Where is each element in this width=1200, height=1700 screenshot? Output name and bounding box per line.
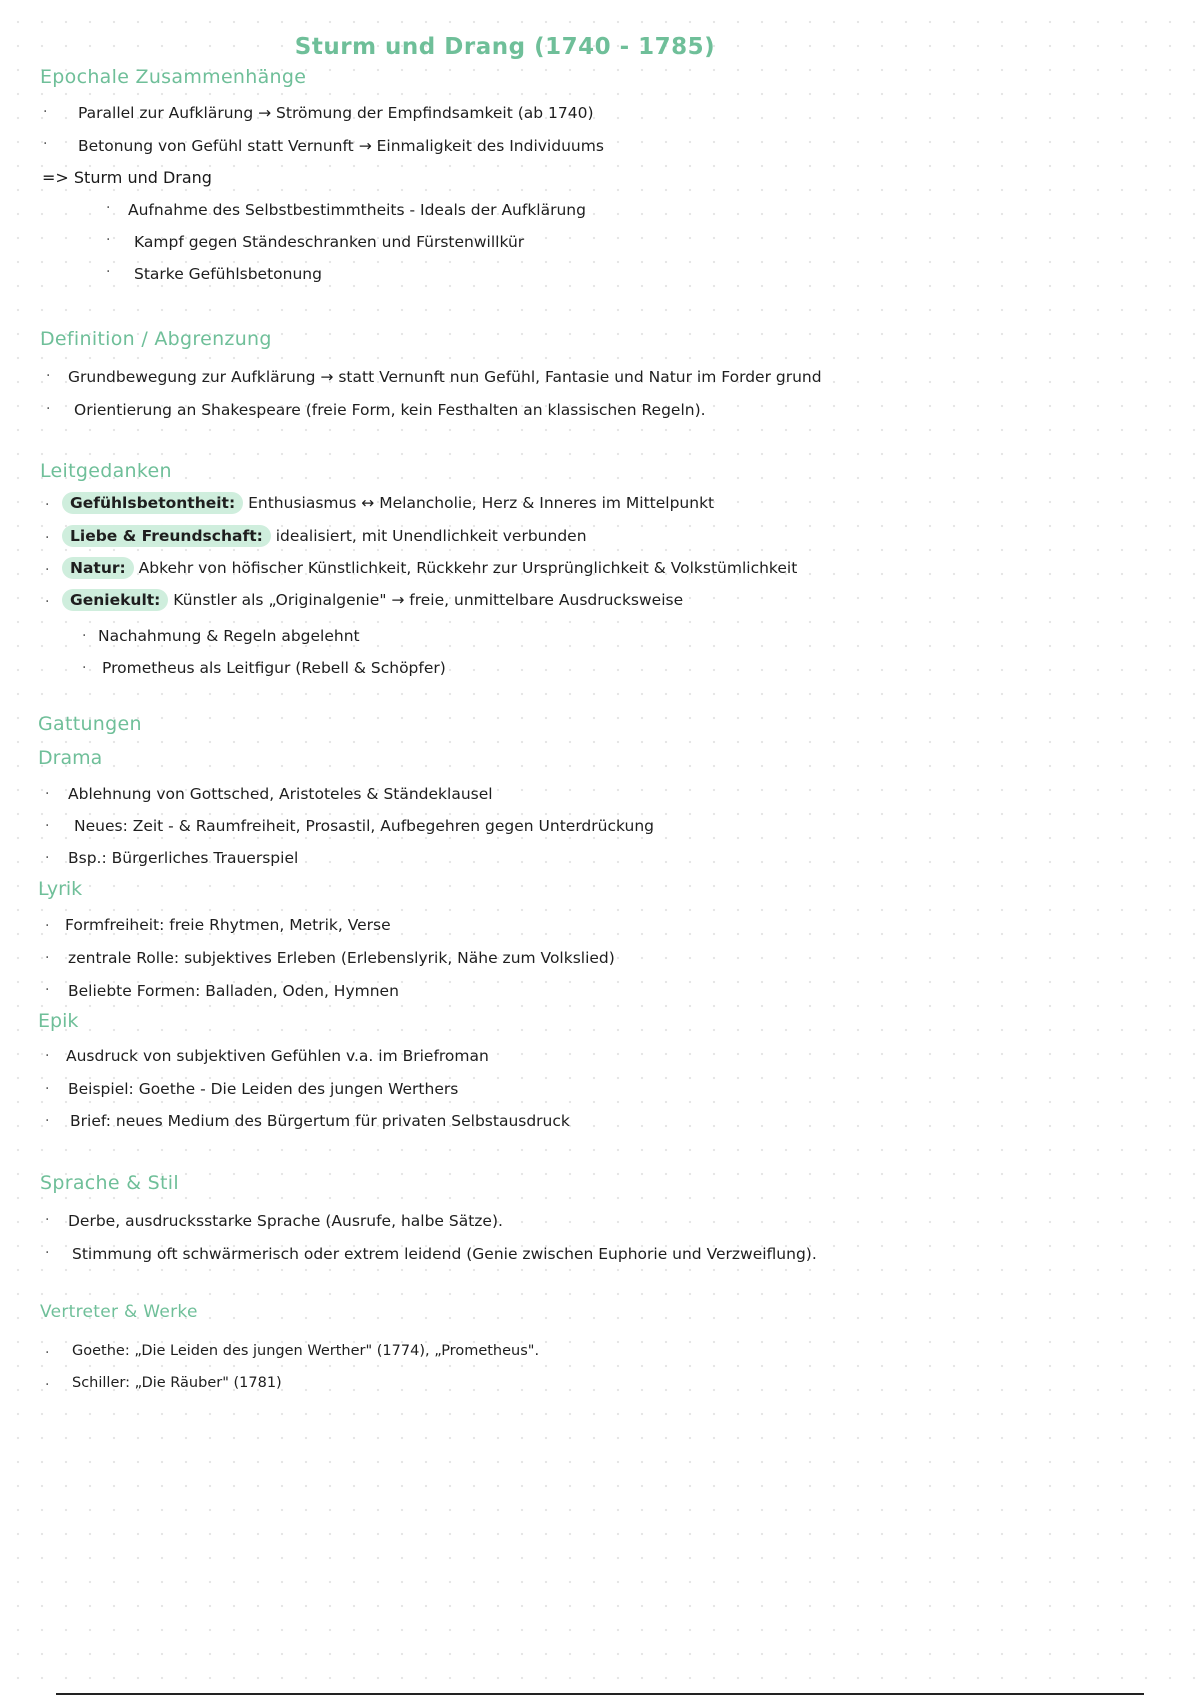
bullet: · bbox=[46, 401, 51, 417]
highlight-label: Gefühlsbetontheit: bbox=[62, 492, 243, 514]
list-item bbox=[62, 591, 683, 609]
list-item: Stimmung oft schwärmerisch oder extrem leidend (Genie zwischen Euphorie und Verzweiflung). bbox=[72, 1245, 817, 1263]
bullet: · bbox=[46, 368, 51, 384]
bullet: · bbox=[43, 136, 48, 152]
bullet: · bbox=[45, 1081, 50, 1097]
section-heading-epochal: Epochale Zusammenhänge bbox=[40, 66, 307, 88]
page-title: Sturm und Drang (1740 - 1785) bbox=[294, 34, 716, 60]
conclusion-line: => Sturm und Drang bbox=[42, 168, 212, 187]
highlight-label: Geniekult: bbox=[62, 589, 168, 611]
bullet: · bbox=[106, 200, 111, 216]
bullet: · bbox=[45, 786, 50, 802]
list-item: Formfreiheit: freie Rhytmen, Metrik, Verse bbox=[65, 916, 391, 934]
list-item: Goethe: „Die Leiden des jungen Werther" (1774), „Prometheus". bbox=[72, 1343, 540, 1359]
subheading-drama: Drama bbox=[38, 747, 103, 769]
bullet: · bbox=[82, 660, 87, 676]
bullet: · bbox=[45, 594, 50, 610]
bullet: · bbox=[45, 1212, 50, 1228]
list-item: Derbe, ausdrucksstarke Sprache (Ausrufe, halbe Sätze). bbox=[68, 1212, 503, 1230]
list-item: Nachahmung & Regeln abgelehnt bbox=[98, 627, 360, 645]
bullet: · bbox=[45, 982, 50, 998]
list-item: Beispiel: Goethe - Die Leiden des jungen Werthers bbox=[68, 1080, 459, 1098]
bullet: · bbox=[82, 628, 87, 644]
bullet: · bbox=[45, 1048, 50, 1064]
bullet: · bbox=[45, 818, 50, 834]
section-heading-definition: Definition / Abgrenzung bbox=[40, 328, 272, 350]
item-text: idealisiert, mit Unendlichkeit verbunden bbox=[275, 527, 587, 545]
list-item: Orientierung an Shakespeare (freie Form, kein Festhalten an klassischen Regeln). bbox=[74, 401, 706, 419]
subheading-lyrik: Lyrik bbox=[38, 878, 83, 900]
bullet: · bbox=[106, 264, 111, 280]
bullet: · bbox=[45, 918, 50, 934]
bullet: · bbox=[106, 232, 111, 248]
item-text: Abkehr von höfischer Künstlichkeit, Rückkehr zur Ursprünglichkeit & Volkstümlichkeit bbox=[138, 559, 798, 577]
list-item: Aufnahme des Selbstbestimmtheits - Ideals der Aufklärung bbox=[128, 201, 586, 219]
section-heading-leitgedanken: Leitgedanken bbox=[40, 460, 172, 482]
list-item: Betonung von Gefühl statt Vernunft → Einmaligkeit des Individuums bbox=[78, 137, 604, 155]
bullet: · bbox=[43, 104, 48, 120]
list-item bbox=[62, 559, 797, 577]
section-heading-vertreter: Vertreter & Werke bbox=[40, 1302, 198, 1322]
list-item bbox=[62, 494, 714, 512]
list-item: Bsp.: Bürgerliches Trauerspiel bbox=[68, 849, 299, 867]
bullet: · bbox=[45, 1377, 50, 1393]
bullet: · bbox=[45, 1345, 50, 1361]
list-item bbox=[62, 527, 587, 545]
list-item: zentrale Rolle: subjektives Erleben (Erlebenslyrik, Nähe zum Volkslied) bbox=[68, 949, 615, 967]
bullet: · bbox=[45, 1245, 50, 1261]
list-item: Prometheus als Leitfigur (Rebell & Schöpfer) bbox=[102, 659, 446, 677]
bullet: · bbox=[45, 1113, 50, 1129]
list-item: Ausdruck von subjektiven Gefühlen v.a. im Briefroman bbox=[66, 1047, 489, 1065]
bullet: · bbox=[45, 530, 50, 546]
list-item: Kampf gegen Ständeschranken und Fürstenwillkür bbox=[134, 233, 525, 251]
list-item: Brief: neues Medium des Bürgertum für privaten Selbstausdruck bbox=[70, 1112, 570, 1130]
section-heading-sprache: Sprache & Stil bbox=[40, 1172, 179, 1194]
list-item: Grundbewegung zur Aufklärung → statt Vernunft nun Gefühl, Fantasie und Natur im Forder grund bbox=[68, 368, 822, 386]
list-item: Schiller: „Die Räuber" (1781) bbox=[72, 1375, 282, 1391]
list-item: Beliebte Formen: Balladen, Oden, Hymnen bbox=[68, 982, 399, 1000]
list-item: Starke Gefühlsbetonung bbox=[134, 265, 322, 283]
highlight-label: Liebe & Freundschaft: bbox=[62, 525, 271, 547]
item-text: Enthusiasmus ↔ Melancholie, Herz & Inneres im Mittelpunkt bbox=[248, 494, 715, 512]
bullet: · bbox=[45, 950, 50, 966]
item-text: Künstler als „Originalgenie" → freie, unmittelbare Ausdrucksweise bbox=[173, 591, 684, 609]
list-item: Neues: Zeit - & Raumfreiheit, Prosastil, Aufbegehren gegen Unterdrückung bbox=[74, 817, 654, 835]
section-heading-gattungen: Gattungen bbox=[38, 713, 142, 735]
bullet: · bbox=[45, 497, 50, 513]
bullet: · bbox=[45, 850, 50, 866]
subheading-epik: Epik bbox=[38, 1010, 79, 1032]
bullet: · bbox=[45, 562, 50, 578]
list-item: Parallel zur Aufklärung → Strömung der Empfindsamkeit (ab 1740) bbox=[78, 104, 594, 122]
highlight-label: Natur: bbox=[62, 557, 134, 579]
list-item: Ablehnung von Gottsched, Aristoteles & Ständeklausel bbox=[68, 785, 493, 803]
bottom-rule bbox=[56, 1693, 1144, 1695]
